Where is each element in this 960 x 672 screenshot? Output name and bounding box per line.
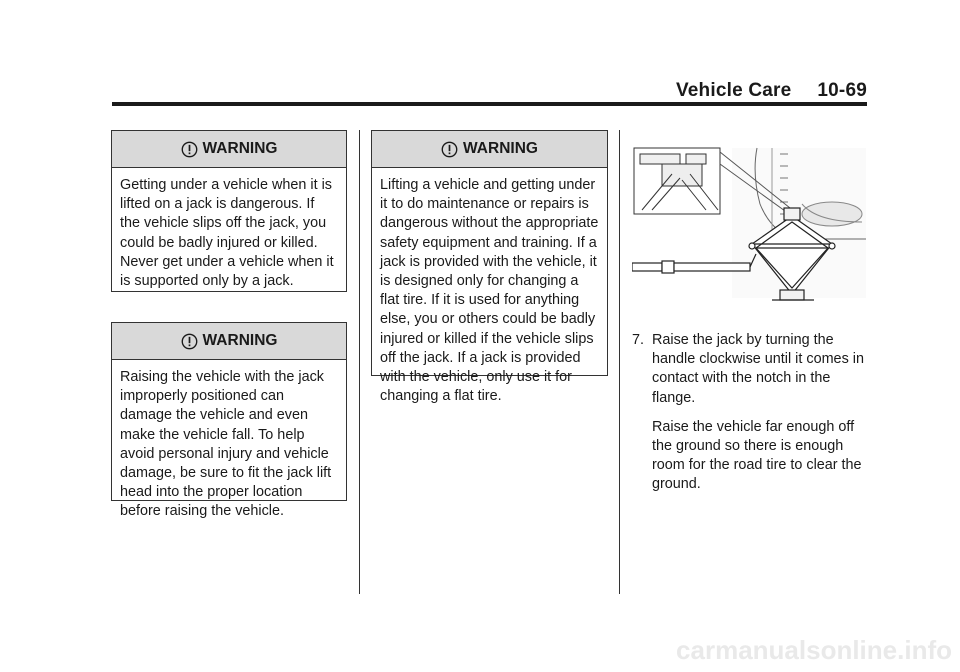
warning-text: Lifting a vehicle and getting under it to do maintenance or repairs is dangerous without the appropriate safety equipment and training. If a jack is provided with the vehicle, it is designed only for changing a flat tire. If it is used for anything else, you or others could be badly injured or killed if the vehicle slips off the jack. If a jack is provided with the vehicle, only use it for changing a flat tire.	[380, 177, 599, 405]
warning-title: WARNING	[463, 140, 538, 157]
page-number: 10-69	[817, 80, 867, 101]
step-number: 7.	[632, 332, 645, 348]
warning-box-2	[111, 322, 347, 520]
warning-box-3	[371, 130, 608, 405]
column-divider-1	[359, 130, 360, 594]
warning-title: WARNING	[202, 140, 278, 157]
steps-list	[632, 331, 872, 495]
header-rule	[112, 102, 867, 106]
warning-header	[112, 323, 346, 360]
scissor-jack-illustration	[632, 144, 868, 314]
step-text: Raise the jack by turning the handle clockwise until it comes in contact with the notch in the flange.	[652, 332, 864, 406]
warning-icon	[181, 333, 198, 350]
warning-icon	[441, 141, 458, 158]
list-item	[632, 331, 872, 408]
warning-header	[112, 131, 346, 168]
warning-text: Raising the vehicle with the jack improperly positioned can damage the vehicle and even make the vehicle fall. To help avoid personal injury and vehicle damage, be sure to fit the jack lift head into the proper location before raising the vehicle.	[120, 369, 332, 520]
section-title: Vehicle Care	[675, 80, 792, 101]
warning-box-1	[111, 130, 347, 292]
watermark: carmanualsonline.info	[676, 635, 952, 665]
warning-title: WARNING	[202, 332, 278, 349]
step-note: Raise the vehicle far enough off the ground so there is enough room for the road tire to clear the ground.	[652, 418, 862, 493]
column-divider-2	[619, 130, 620, 594]
page-header	[676, 80, 867, 102]
warning-text: Getting under a vehicle when it is lifted on a jack is dangerous. If the vehicle slips off the jack, you could be badly injured or killed. Never get under a vehicle when it is supported only by a jack.	[120, 177, 334, 290]
warning-icon	[181, 141, 198, 158]
warning-header	[372, 131, 607, 168]
